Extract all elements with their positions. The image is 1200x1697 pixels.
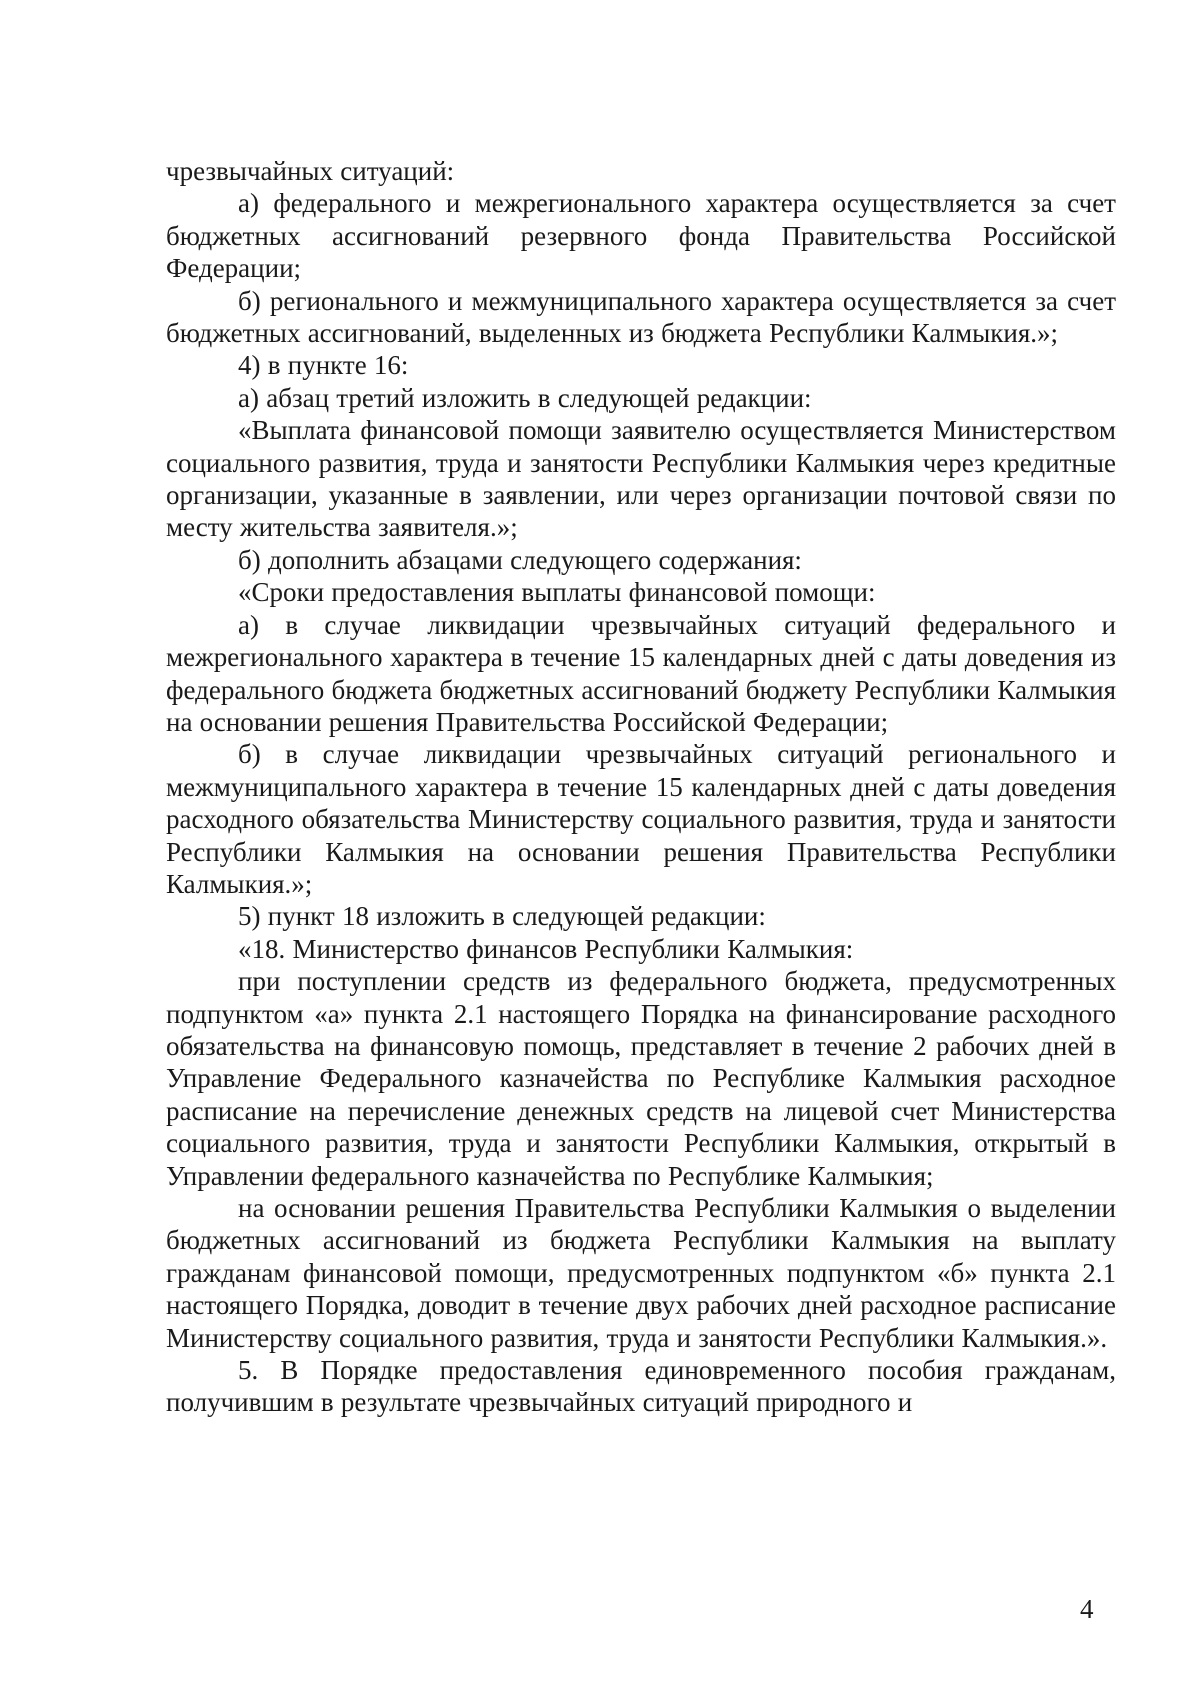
paragraph-15: 5. В Порядке предоставления единовременного пособия гражданам, получившим в результате чрезвычайных ситуаций природного и: [166, 1355, 1116, 1418]
paragraph-13: при поступлении средств из федерального бюджета, предусмотренных подпунктом «а» пункта 2.1 настоящего Порядка на финансирование расходного обязательства на финансовую помощь, представляет в течение 2 рабочих дней в Управление Федерального казначейства по Республике Калмыкия расходное расписание на перечисление денежных средств на лицевой счет Министерства социального развития, труда и занятости Республики Калмыкия, открытый в Управлении федерального казначейства по Республике Калмыкия;: [166, 966, 1116, 1191]
paragraph-9: а) в случае ликвидации чрезвычайных ситуаций федерального и межрегионального характера в течение 15 календарных дней с даты доведения из федерального бюджета бюджетных ассигнований бюджету Республики Калмыкия на основании решения Правительства Российской Федерации;: [166, 609, 1116, 737]
paragraph-6: «Выплата финансовой помощи заявителю осуществляется Министерством социального развития, труда и занятости Республики Калмыкия через кредитные организации, указанные в заявлении, или через организации почтовой связи по месту жительства заявителя.»;: [166, 415, 1116, 543]
document-body: [166, 155, 1116, 1419]
paragraph-3: б) регионального и межмуниципального характера осуществляется за счет бюджетных ассигнований, выделенных из бюджета Республики Калмыкия.»;: [166, 285, 1116, 349]
paragraph-12: «18. Министерство финансов Республики Калмыкия:: [238, 933, 854, 964]
paragraph-8: «Сроки предоставления выплаты финансовой помощи:: [238, 577, 876, 608]
paragraph-1: чрезвычайных ситуаций:: [166, 156, 455, 186]
paragraph-2: а) федерального и межрегионального характера осуществляется за счет бюджетных ассигнований резервного фонда Правительства Российской Федерации;: [166, 188, 1116, 284]
paragraph-10: б) в случае ликвидации чрезвычайных ситуаций регионального и межмуниципального характера в течение 15 календарных дней с даты доведения расходного обязательства Министерству социального развития, труда и занятости Республики Калмыкия на основании решения Правительства Республики Калмыкия.»;: [166, 739, 1116, 899]
paragraph-11: 5) пункт 18 изложить в следующей редакции:: [238, 901, 766, 932]
page-number: 4: [1080, 1594, 1094, 1624]
paragraph-7: б) дополнить абзацами следующего содержания:: [238, 544, 802, 575]
paragraph-4: 4) в пункте 16:: [238, 350, 409, 381]
paragraph-5: а) абзац третий изложить в следующей редакции:: [238, 382, 812, 413]
paragraph-14: на основании решения Правительства Республики Калмыкия о выделении бюджетных ассигнований из бюджета Республики Калмыкия на выплату гражданам финансовой помощи, предусмотренных подпунктом «б» пункта 2.1 настоящего Порядка, доводит в течение двух рабочих дней расходное расписание Министерству социального развития, труда и занятости Республики Калмыкия.».: [166, 1193, 1116, 1353]
